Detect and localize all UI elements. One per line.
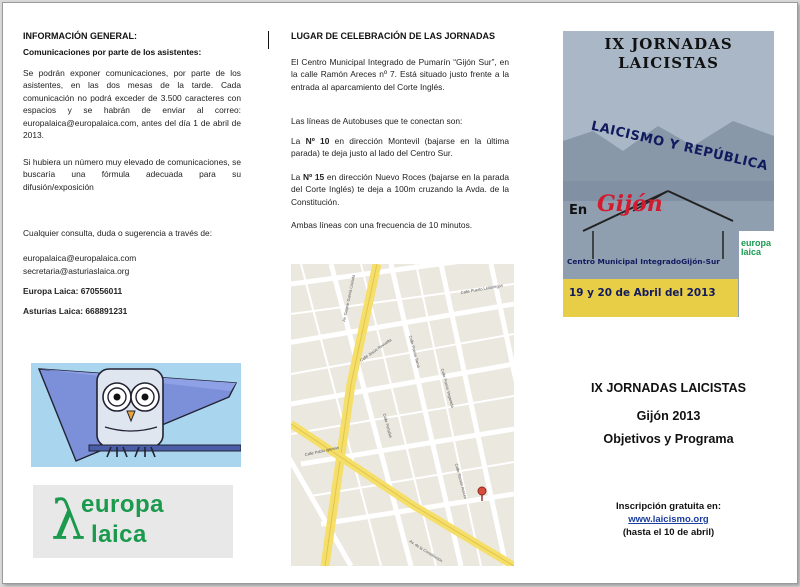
cover-title-1: IX JORNADAS LAICISTAS	[590, 381, 747, 395]
cover-title-2: Gijón 2013	[636, 409, 701, 423]
cover-title-3: Objetivos y Programa	[603, 432, 734, 446]
cover-title-block	[563, 379, 774, 449]
registration-block	[563, 500, 774, 539]
owl-drawing-icon	[31, 363, 241, 467]
poster-city: Gijón	[597, 191, 663, 217]
bus-line-10: La Nº 10 en dirección Montevil (bajarse en la última parada) te deja justo al lado del Centro Sur.	[291, 136, 509, 159]
registration-deadline: (hasta el 10 de abril)	[622, 527, 715, 538]
location-map[interactable]	[291, 264, 514, 566]
map-street-label: Calle Ramón Areces	[454, 462, 469, 500]
europa-laica-logo	[33, 485, 233, 558]
email-asturiaslaica[interactable]: secretaria@asturiaslaica.org	[23, 266, 130, 276]
poster-title: IX JORNADAS LAICISTAS	[604, 35, 733, 72]
map-street-label: Av. de la Constitución	[408, 538, 444, 564]
logo-word-europa: europa	[81, 491, 165, 518]
logo-word-laica: laica	[91, 521, 147, 548]
column-divider	[268, 31, 269, 49]
map-street-label: Calle Pablo Iglesias	[304, 444, 340, 457]
map-street-label: Calle Puerto Leitariegos	[460, 282, 504, 295]
phone-asturias-laica: Asturias Laica: 668891231	[23, 306, 128, 316]
email-europalaica[interactable]: europalaica@europalaica.com	[23, 253, 137, 263]
poster-en: En	[569, 203, 588, 218]
poster-artwork-icon	[563, 31, 774, 317]
map-street-label: Calle Puerto Vegarada	[440, 367, 456, 409]
registration-link[interactable]: www.laicismo.org	[628, 514, 709, 525]
street-map-icon	[291, 264, 514, 566]
general-info-title: INFORMACIÓN GENERAL:	[23, 31, 137, 41]
bus-lines-intro: Las líneas de Autobuses que te conectan son:	[291, 116, 463, 126]
registration-text: Inscripción gratuita en:	[615, 501, 722, 512]
map-street-label: Av. Gaspar García Laviada	[341, 274, 356, 323]
poster-slogan: LAICISMO Y REPÚBLICA	[589, 118, 770, 175]
owl-illustration	[31, 363, 241, 467]
bus-line-15: La Nº 15 en dirección Nuevo Roces (bajarse en la parada del Corte Inglés) te deja a 100m cruzando la Avda. de la Constitución.	[291, 172, 509, 207]
bus-frequency: Ambas líneas con una frecuencia de 10 minutos.	[291, 220, 473, 230]
lambda-icon: λ	[51, 489, 86, 552]
phone-europa-laica: Europa Laica: 670556011	[23, 286, 123, 296]
map-street-label: Calle Peñafiel	[382, 412, 394, 439]
map-street-label: Calle Puerto Tarna	[408, 334, 422, 369]
venue-address-paragraph: El Centro Municipal Integrado de Pumarín “Gijón Sur”, en la calle Ramón Areces nº 7. Está situado justo frente a la entrada al aparcamiento del Corte Inglés.	[291, 57, 509, 92]
map-street-label: Calle Jesús Revuelta	[358, 337, 393, 363]
communications-subtitle: Comunicaciones por parte de los asistentes:	[23, 47, 202, 57]
diffusion-paragraph: Si hubiera un número muy elevado de comunicaciones, se buscaría una fórmula adecuada para su difusión/exposición	[23, 157, 241, 192]
poster-logo: europa laica	[741, 238, 772, 257]
venue-title: LUGAR DE CELEBRACIÓN DE LAS JORNADAS	[291, 31, 496, 41]
communications-paragraph: Se podrán exponer comunicaciones, por parte de los asistentes, en las dos mesas de la tarde. Cada comunicación no podrá exceder de 3.500 caracteres con espacios y se habrán de enviar al correo: europalaica@europalaica.com, antes del día 1 de abril de 2013.	[23, 68, 241, 141]
poster-venue: Centro Municipal IntegradoGijón-Sur	[567, 257, 720, 266]
event-poster	[563, 31, 774, 317]
contact-intro: Cualquier consulta, duda o sugerencia a través de:	[23, 228, 213, 238]
brochure-page	[2, 2, 798, 584]
poster-date: 19 y 20 de Abril del 2013	[569, 287, 716, 299]
